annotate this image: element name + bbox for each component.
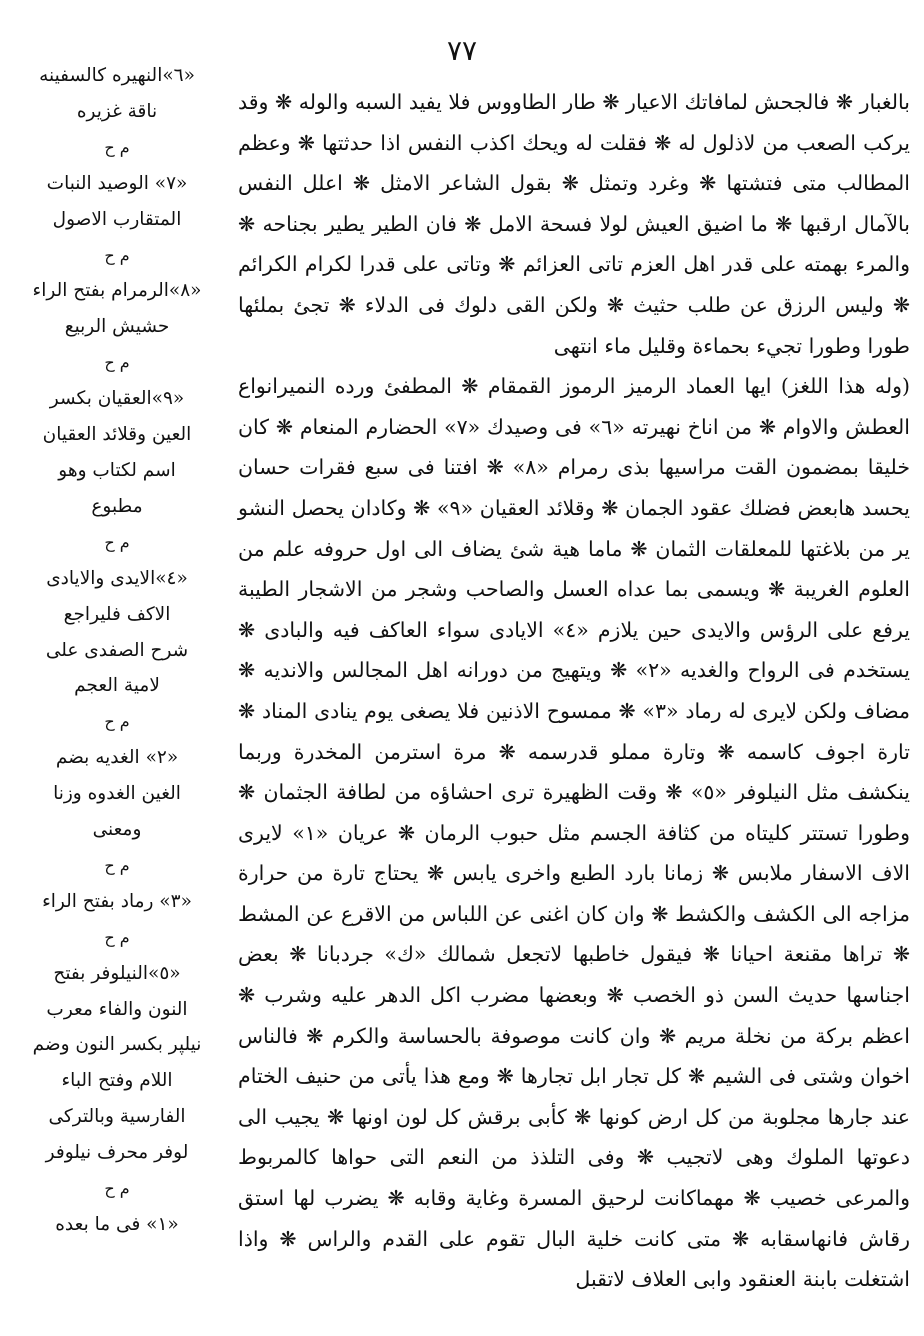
margin-note-line: الفارسية وبالتركى <box>48 1106 186 1128</box>
margin-note-line: «٩»العقيان بكسر <box>49 388 185 410</box>
paragraph-1: بالغبار ❋ فالجحش لمافاتك الاعيار ❋ طار الطاووس فلا يفيد السبه والوله ❋ وقد يركب الصعب من لاذلول له ❋ فقلت له ويحك اكذب النفس اذا حدثتها ❋ وعظم المطالب متى فتشتها ❋ وغرد وتمثل ❋ بقول الشاعر الامثل ❋ اعلل النفس بالآمال ارقبها ❋ ما اضيق العيش لولا فسحة الامل ❋ فان الطير يطير بجناحه ❋ والمرء بهمته على قدر اهل العزم تاتى العزائم ❋ وتاتى على قدرا لكرام الكرائم ❋ وليس الرزق عن طلب حثيث ❋ ولكن القى دلوك فى الدلاء ❋ تجئ بملئها طورا وطورا تجيء بحماءة وقليل ماء انتهى <box>238 90 910 358</box>
margin-note <box>8 884 226 956</box>
margin-note-line: «١» فى ما بعده <box>55 1214 179 1235</box>
margin-note-separator: م ح <box>104 712 130 732</box>
margin-note-line: «٢» الغديه بضم <box>55 747 179 769</box>
margin-note-line: «٨»الرمرام بفتح الراء <box>32 280 202 302</box>
margin-note-line: «٧» الوصيد النبات <box>46 172 188 194</box>
margin-note-line: شرح الصفدى على <box>45 639 189 661</box>
paragraph-2: (وله هذا اللغز) ايها العماد الرميز الرموز القمقام ❋ المطفئ ورده النميرانواع العطش والاوام ❋ من اناخ نهيرته «٦» فى وصيدك «٧» الحضارم المنعام ❋ كان خليقا بمضمون القت مراسيها بذى رمرام «٨» ❋ افتنا فى سبع فقرات حسان يحسد هابعض فضلك عقود الجمان ❋ وقلائد العقيان «٩» ❋ وكادان يحصل النشو ير من بلاغتها للمعلقات الثمان ❋ ماما هية شئ يضاف الى اول حروفه علم من العلوم الغريبة ❋ ويسمى بما عداه العسل والصاحب وشجر من الاشجار الطيبة يرفع على الرؤس والايدى حين يلازم «٤» الايادى سواء العاكف فيه والبادى ❋ يستخدم فى الرواح والغديه «٢» ❋ ويتهيج من دورانه اهل المجالس والانديه ❋ مضاف ولكن لايرى له رماد «٣» ❋ ممسوح الاذنين فلا يصغى يوم ينادى المناد ❋ تارة اجوف كاسمه ❋ وتارة مملو قدرسمه ❋ مرة استرمن المخدرة وربما ينكشف مثل النيلوفر «٥» ❋ وقت الظهيرة ترى احشاؤه من لطافة الجثمان ❋ وطورا تستتر كليتاه من كثافة الجسم مثل حبوب الرمان ❋ عريان «١» لايرى الاف الاسفار ملابس ❋ زمانا بارد الطبع واخرى يابس ❋ يحتاج تارة من حرارة مزاجه الى الكشف والكشط ❋ وان كان اغنى عن اللباس من الاقرع عن المشط ❋ تراها مقنعة احيانا ❋ فيقول خاطبها لاتجعل شمالك «ك» جردبانا ❋ بعض اجناسها حديث السن ذو الخصب ❋ وبعضها مضرب اكل الدهر عليه وشرب ❋ اعظم بركة من نخلة مريم ❋ وان كانت موصوفة بالحساسة والكرم ❋ فالناس اخوان وشتى فى الشيم ❋ كل تجار ابل تجارها ❋ ومع هذا يأتى من حنيف الختام عند جارها مجلوبة من كل ارض كونها ❋ كأبى برقش كل لون اونها ❋ يجيب الى دعوتها الملوك وهى لاتجيب ❋ وفى التلذذ من النعم التى حواها كالمربوط والمرعى خصيب ❋ مهماكانت لرحيق المسرة وغاية وقابه ❋ يضرب لها استق رقاش فانهاسقابه ❋ متى كانت خلية البال تقوم على القدم والراس ❋ واذا اشتغلت بابنة العنقود وابى العلاف لاتقبل <box>238 374 911 1292</box>
main-text-column <box>238 82 910 1300</box>
margin-note-separator: م ح <box>104 1179 130 1199</box>
margin-notes-column <box>8 58 226 1243</box>
margin-note-line: النون والفاء معرب <box>46 998 188 1020</box>
margin-note-line: المتقارب الاصول <box>52 208 182 230</box>
margin-note <box>8 561 226 741</box>
margin-note-line: «٤»الايدى والايادى <box>46 567 188 589</box>
margin-note-line: الاكف فليراجع <box>63 603 171 625</box>
margin-note <box>8 273 226 381</box>
margin-note-line: «٥»النيلوفر بفتح <box>53 962 181 984</box>
margin-note-line: نيلپر بكسر النون وضم <box>32 1034 202 1056</box>
margin-note <box>8 956 226 1207</box>
margin-note-line: «٦»النهيره كالسفينه <box>39 65 195 86</box>
margin-note-line: ومعنى <box>92 819 142 841</box>
margin-note <box>8 740 226 884</box>
margin-note-line: «٣» رماد بفتح الراء <box>42 890 192 912</box>
margin-note-line: العين وقلائد العقيان <box>42 424 192 446</box>
margin-note-line: اللام وفتح الباء <box>61 1070 173 1092</box>
margin-note-separator: م ح <box>104 353 130 373</box>
margin-note-line: الغين الغدوه وزنا <box>53 783 181 805</box>
margin-note-line: لوفر محرف نيلوفر <box>45 1142 189 1164</box>
page-number: ٧٧ <box>446 34 478 67</box>
margin-note <box>8 1207 226 1243</box>
margin-note <box>8 166 226 274</box>
margin-note-line: اسم لكتاب وهو <box>58 459 176 481</box>
margin-note-line: مطبوع <box>91 495 143 517</box>
margin-note-separator: م ح <box>104 245 130 265</box>
margin-note-line: حشيش الربيع <box>64 316 170 338</box>
margin-note-separator: م ح <box>104 927 130 947</box>
margin-note <box>8 58 226 166</box>
margin-note-line: لامية العجم <box>74 675 160 697</box>
margin-note-separator: م ح <box>104 532 130 552</box>
margin-note-separator: م ح <box>104 137 130 157</box>
margin-note-separator: م ح <box>104 855 130 875</box>
margin-note <box>8 381 226 561</box>
margin-note-line: ناقة غزيره <box>76 100 158 122</box>
